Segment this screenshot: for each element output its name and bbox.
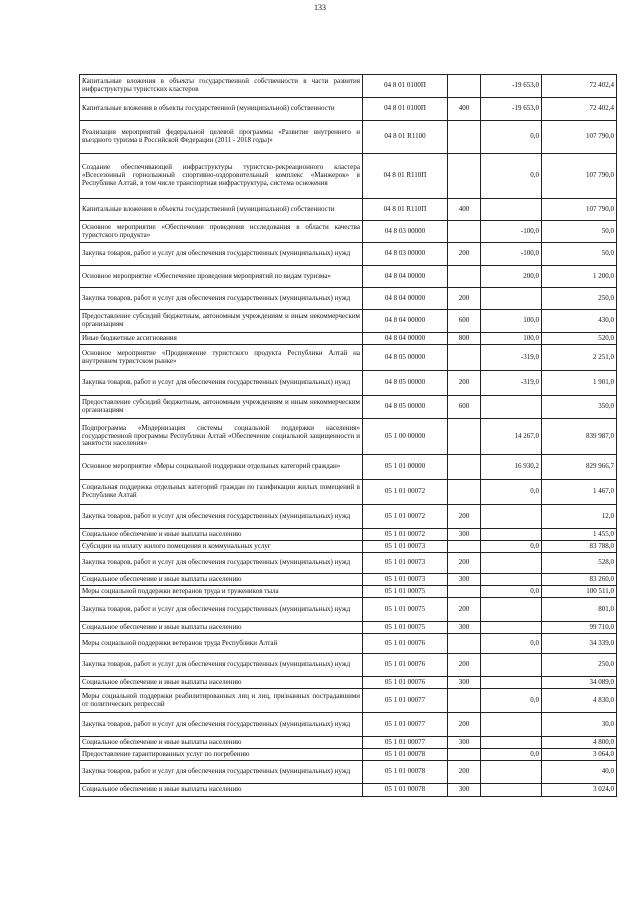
row-expense-type: 200 (448, 654, 481, 677)
row-code: 05 1 01 00077 (363, 689, 448, 713)
table-row (80, 654, 617, 677)
row-change (481, 622, 542, 634)
row-total: 83 260,0 (542, 574, 617, 586)
row-expense-type: 300 (448, 737, 481, 749)
row-expense-type (448, 541, 481, 553)
row-name: Капитальные вложения в объекты государственной (муниципальной) собственности (80, 98, 363, 121)
row-change (481, 396, 542, 419)
row-code: 04 8 01 0100П (363, 75, 448, 98)
table-row (80, 541, 617, 553)
row-name: Социальное обеспечение и иные выплаты населению (80, 574, 363, 586)
row-expense-type (448, 480, 481, 505)
row-change: 0,0 (481, 480, 542, 505)
row-total: 1 455,0 (542, 529, 617, 541)
row-expense-type (448, 154, 481, 199)
table-row (80, 737, 617, 749)
row-total: 1 200,0 (542, 266, 617, 288)
row-name: Меры социальной поддержки ветеранов труда Республики Алтай (80, 634, 363, 654)
row-total: 528,0 (542, 553, 617, 574)
row-code: 05 1 01 00072 (363, 505, 448, 529)
row-code: 05 1 00 00000 (363, 419, 448, 455)
row-change: -100,0 (481, 221, 542, 243)
row-total: 40,0 (542, 761, 617, 784)
row-name: Закупка товаров, работ и услуг для обеспечения государственных (муниципальных) нужд (80, 243, 363, 266)
row-change: 0,0 (481, 586, 542, 598)
row-expense-type: 300 (448, 784, 481, 797)
row-name: Закупка товаров, работ и услуг для обеспечения государственных (муниципальных) нужд (80, 371, 363, 396)
row-name: Закупка товаров, работ и услуг для обеспечения государственных (муниципальных) нужд (80, 553, 363, 574)
row-name: Социальное обеспечение и иные выплаты населению (80, 622, 363, 634)
table-row (80, 396, 617, 419)
row-name: Иные бюджетные ассигнования (80, 333, 363, 345)
table-row (80, 574, 617, 586)
row-name: Закупка товаров, работ и услуг для обеспечения государственных (муниципальных) нужд (80, 288, 363, 310)
table-row (80, 689, 617, 713)
row-name: Предоставление субсидий бюджетным, автономным учреждениям и иным некоммерческим организациям (80, 396, 363, 419)
row-total: 72 402,4 (542, 98, 617, 121)
row-change: -319,0 (481, 345, 542, 371)
row-change: -19 653,0 (481, 75, 542, 98)
row-total: 4 830,0 (542, 689, 617, 713)
row-change: -100,0 (481, 243, 542, 266)
row-total: 34 339,0 (542, 634, 617, 654)
row-change: -19 653,0 (481, 98, 542, 121)
row-change: 0,0 (481, 634, 542, 654)
row-name: Капитальные вложения в объекты государственной (муниципальной) собственности (80, 199, 363, 221)
row-total: 107 790,0 (542, 199, 617, 221)
row-expense-type (448, 586, 481, 598)
row-expense-type: 400 (448, 199, 481, 221)
row-change: 0,0 (481, 749, 542, 761)
row-name: Закупка товаров, работ и услуг для обеспечения государственных (муниципальных) нужд (80, 713, 363, 737)
table-row (80, 749, 617, 761)
row-total: 50,0 (542, 221, 617, 243)
budget-table (79, 74, 617, 797)
table-row (80, 553, 617, 574)
row-code: 04 8 01 R110П (363, 199, 448, 221)
row-expense-type: 200 (448, 371, 481, 396)
row-total: 520,0 (542, 333, 617, 345)
row-total: 801,0 (542, 598, 617, 622)
row-expense-type: 300 (448, 574, 481, 586)
row-expense-type (448, 455, 481, 480)
row-change (481, 784, 542, 797)
table-row (80, 622, 617, 634)
row-change: 100,0 (481, 310, 542, 333)
table-row (80, 75, 617, 98)
row-change (481, 654, 542, 677)
table-row (80, 784, 617, 797)
row-code: 05 1 01 00078 (363, 761, 448, 784)
row-code: 04 8 04 00000 (363, 333, 448, 345)
row-code: 04 8 01 R1100 (363, 121, 448, 154)
row-expense-type (448, 345, 481, 371)
row-code: 05 1 01 00000 (363, 455, 448, 480)
row-expense-type: 200 (448, 553, 481, 574)
row-expense-type: 400 (448, 98, 481, 121)
row-name: Закупка товаров, работ и услуг для обеспечения государственных (муниципальных) нужд (80, 505, 363, 529)
row-expense-type: 300 (448, 677, 481, 689)
row-change: 100,0 (481, 333, 542, 345)
row-expense-type (448, 221, 481, 243)
row-total: 1 467,0 (542, 480, 617, 505)
row-name: Основное мероприятие «Продвижение туристского продукта Республики Алтай на внутреннем туристском рынке» (80, 345, 363, 371)
row-code: 04 8 01 R110П (363, 154, 448, 199)
table-row (80, 288, 617, 310)
table-row (80, 333, 617, 345)
table-row (80, 586, 617, 598)
row-expense-type: 200 (448, 505, 481, 529)
row-name: Социальное обеспечение и иные выплаты населению (80, 677, 363, 689)
table-row (80, 371, 617, 396)
table-row (80, 310, 617, 333)
row-name: Реализация мероприятий федеральной целевой программы «Развитие внутреннего и въездного туризма в Российской Федерации (2011 - 2018 годы)» (80, 121, 363, 154)
row-code: 05 1 01 00072 (363, 480, 448, 505)
row-total: 83 788,0 (542, 541, 617, 553)
row-expense-type (448, 75, 481, 98)
table-row (80, 634, 617, 654)
row-expense-type (448, 689, 481, 713)
row-code: 04 8 05 00000 (363, 396, 448, 419)
row-change (481, 713, 542, 737)
row-change (481, 288, 542, 310)
row-change (481, 737, 542, 749)
budget-table-body (80, 75, 617, 797)
row-code: 05 1 01 00076 (363, 677, 448, 689)
row-total: 1 901,0 (542, 371, 617, 396)
row-change: 0,0 (481, 154, 542, 199)
row-name: Закупка товаров, работ и услуг для обеспечения государственных (муниципальных) нужд (80, 654, 363, 677)
row-name: Предоставление гарантированных услуг по погребению (80, 749, 363, 761)
row-change (481, 199, 542, 221)
row-name: Закупка товаров, работ и услуг для обеспечения государственных (муниципальных) нужд (80, 761, 363, 784)
row-expense-type: 600 (448, 310, 481, 333)
row-name: Основное мероприятие «Обеспечение проведения исследования в области качества туристского продукта» (80, 221, 363, 243)
row-code: 05 1 01 00078 (363, 784, 448, 797)
row-code: 04 8 03 00000 (363, 243, 448, 266)
row-code: 05 1 01 00075 (363, 622, 448, 634)
row-name: Социальное обеспечение и иные выплаты населению (80, 737, 363, 749)
row-change: 0,0 (481, 689, 542, 713)
row-total: 430,0 (542, 310, 617, 333)
table-row (80, 419, 617, 455)
row-total: 250,0 (542, 654, 617, 677)
table-row (80, 98, 617, 121)
row-total: 3 024,0 (542, 784, 617, 797)
row-name: Закупка товаров, работ и услуг для обеспечения государственных (муниципальных) нужд (80, 598, 363, 622)
row-expense-type: 200 (448, 761, 481, 784)
row-code: 04 8 04 00000 (363, 310, 448, 333)
row-code: 05 1 01 00076 (363, 654, 448, 677)
row-change: 200,0 (481, 266, 542, 288)
table-row (80, 713, 617, 737)
table-row (80, 529, 617, 541)
row-expense-type: 200 (448, 713, 481, 737)
row-total: 839 987,0 (542, 419, 617, 455)
row-expense-type (448, 121, 481, 154)
row-name: Подпрограмма «Модернизация системы социальной поддержки населения» государственной программы Республики Алтай «Обеспечение социальной защищенности и занятости населения» (80, 419, 363, 455)
row-change: 16 930,2 (481, 455, 542, 480)
row-change (481, 553, 542, 574)
row-expense-type: 200 (448, 288, 481, 310)
row-code: 05 1 01 00075 (363, 598, 448, 622)
row-change (481, 761, 542, 784)
row-change: 0,0 (481, 121, 542, 154)
row-code: 05 1 01 00078 (363, 749, 448, 761)
row-total: 99 710,0 (542, 622, 617, 634)
table-row (80, 221, 617, 243)
row-code: 04 8 04 00000 (363, 266, 448, 288)
row-name: Меры социальной поддержки ветеранов труда и тружеников тыла (80, 586, 363, 598)
row-total: 107 790,0 (542, 154, 617, 199)
row-name: Основное мероприятие «Обеспечение проведения мероприятий по видам туризма» (80, 266, 363, 288)
row-change: 0,0 (481, 541, 542, 553)
row-code: 05 1 01 00077 (363, 737, 448, 749)
row-code: 05 1 01 00076 (363, 634, 448, 654)
table-row (80, 480, 617, 505)
table-row (80, 154, 617, 199)
row-total: 107 790,0 (542, 121, 617, 154)
table-row (80, 505, 617, 529)
row-code: 05 1 01 00073 (363, 541, 448, 553)
row-name: Капитальные вложения в объекты государственной собственности в части развития инфраструктуры туристских кластеров (80, 75, 363, 98)
row-code: 04 8 05 00000 (363, 345, 448, 371)
row-expense-type: 200 (448, 598, 481, 622)
row-expense-type (448, 634, 481, 654)
row-total: 4 800,0 (542, 737, 617, 749)
row-total: 12,0 (542, 505, 617, 529)
row-change (481, 529, 542, 541)
row-total: 100 511,0 (542, 586, 617, 598)
row-total: 3 064,0 (542, 749, 617, 761)
row-expense-type (448, 419, 481, 455)
row-change: -319,0 (481, 371, 542, 396)
row-expense-type: 300 (448, 622, 481, 634)
row-name: Социальное обеспечение и иные выплаты населению (80, 529, 363, 541)
row-code: 04 8 03 00000 (363, 221, 448, 243)
row-code: 05 1 01 00075 (363, 586, 448, 598)
row-code: 05 1 01 00073 (363, 574, 448, 586)
table-row (80, 345, 617, 371)
table-row (80, 677, 617, 689)
row-change: 14 267,0 (481, 419, 542, 455)
row-expense-type (448, 266, 481, 288)
row-total: 72 402,4 (542, 75, 617, 98)
table-row (80, 266, 617, 288)
row-code: 04 8 04 00000 (363, 288, 448, 310)
row-change (481, 598, 542, 622)
table-row (80, 761, 617, 784)
row-name: Субсидии на оплату жилого помещения и коммунальных услуг (80, 541, 363, 553)
row-code: 05 1 01 00077 (363, 713, 448, 737)
page-number: 133 (314, 3, 326, 12)
row-expense-type: 800 (448, 333, 481, 345)
row-change (481, 505, 542, 529)
row-total: 34 089,0 (542, 677, 617, 689)
table-row (80, 199, 617, 221)
row-change (481, 574, 542, 586)
row-code: 05 1 01 00072 (363, 529, 448, 541)
row-total: 30,0 (542, 713, 617, 737)
row-code: 05 1 01 00073 (363, 553, 448, 574)
row-code: 04 8 01 0100П (363, 98, 448, 121)
row-total: 350,0 (542, 396, 617, 419)
row-total: 250,0 (542, 288, 617, 310)
row-expense-type: 600 (448, 396, 481, 419)
row-name: Предоставление субсидий бюджетным, автономным учреждениям и иным некоммерческим организациям (80, 310, 363, 333)
row-name: Социальное обеспечение и иные выплаты населению (80, 784, 363, 797)
row-name: Основное мероприятие «Меры социальной поддержки отдельных категорий граждан» (80, 455, 363, 480)
row-expense-type: 300 (448, 529, 481, 541)
row-expense-type: 200 (448, 243, 481, 266)
row-expense-type (448, 749, 481, 761)
table-row (80, 243, 617, 266)
row-name: Меры социальной поддержки реабилитированных лиц и лиц, признанных пострадавшими от политических репрессий (80, 689, 363, 713)
row-name: Социальная поддержка отдельных категорий граждан по газификации жилых помещений в Республике Алтай (80, 480, 363, 505)
row-total: 2 251,0 (542, 345, 617, 371)
table-row (80, 455, 617, 480)
row-total: 50,0 (542, 243, 617, 266)
row-change (481, 677, 542, 689)
table-row (80, 598, 617, 622)
row-name: Создание обеспечивающей инфраструктуры туристско-рекреационного кластера «Всесезонный горнолыжный спортивно-оздоровительный комплекс «Манжерок» в Республике Алтай, в том числе транспортная инфраструктура, система оснежения (80, 154, 363, 199)
row-total: 829 966,7 (542, 455, 617, 480)
row-code: 04 8 05 00000 (363, 371, 448, 396)
table-row (80, 121, 617, 154)
